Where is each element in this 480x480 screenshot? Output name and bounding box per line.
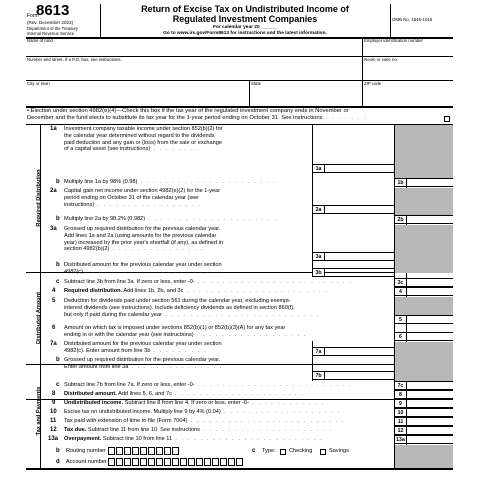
digit-cell[interactable] <box>148 447 155 455</box>
digit-cell[interactable] <box>172 458 179 466</box>
line-2b-letter: b <box>56 216 60 222</box>
line-1b-text: Multiply line 1a by 98% (0.98) . . . . . . . . . . . . . . . . . . . . . . <box>64 179 277 185</box>
form-number: 8613 <box>36 2 70 19</box>
line-1b-box-label: 1b <box>394 178 407 187</box>
city-field[interactable] <box>27 87 247 105</box>
room-field[interactable] <box>364 63 452 80</box>
digit-cell[interactable] <box>212 458 219 466</box>
line-7b-amount[interactable] <box>325 371 394 380</box>
line-3a-amount[interactable] <box>325 252 394 261</box>
line-2b-box-label: 2b <box>394 215 407 224</box>
election-checkbox[interactable] <box>444 116 450 122</box>
room-label: Room or suite no. <box>364 57 398 62</box>
digit-cell[interactable] <box>164 447 171 455</box>
line-6-number: 6 <box>52 325 56 331</box>
line-6-amount[interactable] <box>407 332 453 341</box>
line-7c-letter: c <box>56 382 60 388</box>
line-1b-amount[interactable] <box>407 178 453 187</box>
savings-checkbox[interactable] <box>320 449 326 455</box>
digit-cell[interactable] <box>140 458 147 466</box>
line-5-box-label: 5 <box>394 315 407 324</box>
line-3b-box-label: 3b <box>312 268 325 277</box>
agency: Internal Revenue Service <box>27 31 75 36</box>
form-title-line1: Return of Excise Tax on Undistributed Income of <box>141 4 349 14</box>
line-8-amount[interactable] <box>407 390 453 399</box>
line-7c-amount[interactable] <box>407 381 453 390</box>
line-12-text: Tax due. Subtract line 11 from line 10. See instructions . . . . . . . . . . . . . . . . . . . . . <box>64 427 333 433</box>
digit-cell[interactable] <box>108 458 115 466</box>
state-label: State <box>251 81 262 86</box>
line-10-text: Excise tax on undistributed income. Multiply line 9 by 4% (0.04) . . . . . . . . . . . . . . . . . . . <box>64 409 341 415</box>
line-3b-letter: b <box>56 262 60 268</box>
line-11-amount[interactable] <box>407 417 453 426</box>
line-7c-box-label: 7c <box>394 381 407 390</box>
line-1a-box-label: 1a <box>312 164 325 173</box>
line-3b-text: Distributed amount for the previous calendar year under section 4982(c) . . . . . . . . . . . . . . . . . . . . . . <box>64 262 222 275</box>
digit-cell[interactable] <box>132 447 139 455</box>
line-11-text: Tax paid with extension of time to file (Form 7004) . . . . . . . . . . . . . . . . . . . . . . . . . <box>64 418 346 424</box>
line-3a-text: Grossed up required distribution for the previous calendar year. Add lines 1a and 2a (using amounts for the previous calendar year) increased by the prior year's shortfall (if any), as defined in section 4982(b)(2) . . . . . . . . . . . . . . . <box>64 226 224 253</box>
line-10-number: 10 <box>50 409 57 415</box>
line-12-box-label: 12 <box>394 426 407 435</box>
form-label: Form <box>27 13 39 19</box>
line-13a-amount[interactable] <box>407 435 453 444</box>
ein-label: Employer identification number <box>364 38 423 43</box>
account-type-label: Type: <box>262 448 276 454</box>
digit-cell[interactable] <box>172 447 179 455</box>
line-9-number: 9 <box>52 400 56 406</box>
zip-field[interactable] <box>364 87 452 105</box>
election-line1: • Election under section 4982(e)(4)—Check this box if the tax year of the regulated investment company ends in November or <box>27 108 349 114</box>
line-4-number: 4 <box>52 288 56 294</box>
line-6-box-label: 6 <box>394 332 407 341</box>
line-5-amount[interactable] <box>407 315 453 324</box>
digit-cell[interactable] <box>124 458 131 466</box>
line-2b-amount[interactable] <box>407 215 453 224</box>
digit-cell[interactable] <box>156 447 163 455</box>
digit-cell[interactable] <box>196 458 203 466</box>
line-13c-letter: c <box>252 448 256 454</box>
omb-number: OMB No. 1545-1016 <box>392 17 433 22</box>
line-2a-number: 2a <box>50 188 57 194</box>
line-5-text: Deduction for dividends paid under section 561 during the calendar year, excluding exempt- interest dividends (see instructions). Include deficiency dividends as defined in section 860(f), but only if paid during the calendar year . . . . . . . . . . . . . . . . . . . . . . . . . <box>64 298 320 318</box>
state-field[interactable] <box>251 87 361 105</box>
account-number-label: Account number <box>66 459 107 465</box>
digit-cell[interactable] <box>188 458 195 466</box>
line-1b-letter: b <box>56 179 60 185</box>
digit-cell[interactable] <box>156 458 163 466</box>
line-2a-text: Capital gain net income under section 4982(e)(2) for the 1-year period ending on October 31 of the calendar year (see instructions) . . . . . . . . . . . . . . . . . <box>64 188 221 208</box>
city-label: City or town <box>27 81 50 86</box>
line-13b-letter: b <box>56 448 60 454</box>
digit-cell[interactable] <box>140 447 147 455</box>
line-7a-number: 7a <box>50 341 57 347</box>
line-13a-box-label: 13a <box>394 435 407 444</box>
line-10-box-label: 10 <box>394 408 407 417</box>
calendar-year: For calendar year 20 ______ <box>212 25 277 30</box>
line-6-text: Amount on which tax is imposed under sections 852(b)(1) or 852(b)(3)(A) for any tax year ending in or with the calendar year (see instructions) . . . . . . . . . . . . . . . . . . <box>64 325 308 338</box>
checking-checkbox[interactable] <box>280 449 286 455</box>
line-2a-box-label: 2a <box>312 205 325 214</box>
digit-cell[interactable] <box>132 458 139 466</box>
line-4-amount[interactable] <box>407 287 453 296</box>
routing-number-label: Routing number <box>66 448 106 454</box>
street-label: Number and street. If a P.O. box, see instructions. <box>27 57 122 62</box>
line-1a-text: Investment company taxable income under section 852(b)(2) for the calendar year determined without regard to the dividends paid deduction and any gain or (loss) from the sale or exchange of a capital asset (see instructions) . . . . . . . . <box>64 126 223 153</box>
line-2a-amount[interactable] <box>325 205 394 214</box>
line-9-text: Undistributed income. Subtract line 8 from line 4. If zero or less, enter -0- . . . . . . . . . . . . <box>64 400 325 406</box>
digit-cell[interactable] <box>124 447 131 455</box>
ein-field[interactable] <box>364 44 452 56</box>
line-7a-box-label: 7a <box>312 347 325 356</box>
line-13d-letter: d <box>56 459 60 465</box>
street-field[interactable] <box>27 63 361 80</box>
department: Department of the Treasury <box>27 26 78 31</box>
digit-cell[interactable] <box>220 458 227 466</box>
line-12-amount[interactable] <box>407 426 453 435</box>
line-3a-box-label: 3a <box>312 252 325 261</box>
digit-cell[interactable] <box>116 458 123 466</box>
fund-name-label: Name of fund <box>27 38 53 43</box>
revision-date: (Rev. December 2023) <box>27 20 74 25</box>
line-7b-text: Grossed up required distribution for the previous calendar year. Enter amount from line 3a . . . . . . . . . . . . . . . <box>64 357 223 370</box>
line-12-number: 12 <box>50 427 57 433</box>
line-10-amount[interactable] <box>407 408 453 417</box>
line-3c-box-label: 3c <box>394 278 407 287</box>
fund-name-field[interactable] <box>27 44 361 56</box>
line-11-number: 11 <box>50 418 57 424</box>
line-2b-text: Multiply line 2a by 98.2% (0.982) . . . . . . . . . . . . . . . . . . . . . <box>64 216 278 222</box>
line-3b-amount[interactable] <box>325 268 394 277</box>
section-label-required: Required Distribution <box>36 169 42 227</box>
digit-cell[interactable] <box>204 458 211 466</box>
digit-cell[interactable] <box>236 458 243 466</box>
instructions-link[interactable]: Go to www.irs.gov/Form8613 for instructions and the latest information. <box>163 31 327 36</box>
digit-cell[interactable] <box>228 458 235 466</box>
election-line2: December and the fund elects to substitute its tax year for the 1-year period ending on October 31. See instructions . . . . . . . <box>27 115 368 121</box>
line-7a-amount[interactable] <box>325 347 394 356</box>
savings-label: Savings <box>329 448 349 454</box>
digit-cell[interactable] <box>148 458 155 466</box>
section-label-distributed: Distributed Amount <box>36 292 42 344</box>
line-4-text: Required distribution. Add lines 1b, 2b, and 3c . . . . . . . . . . . . . . . . . . . . . . . <box>64 288 329 294</box>
line-3c-text: Subtract line 3b from line 3a. If zero or less, enter -0- . . . . . . . . . . . . . . . . . . . . . . . . . <box>64 279 353 285</box>
line-1a-number: 1a <box>50 126 57 132</box>
line-11-box-label: 11 <box>394 417 407 426</box>
line-7c-text: Subtract line 7b from line 7a. If zero or less, enter -0- . . . . . . . . . . . . . . . . . . . . . . . . . <box>64 382 353 388</box>
line-3c-amount[interactable] <box>407 278 453 287</box>
line-13a-text: Overpayment. Subtract line 10 from line 11 . . . . . . . . . . . . . . . . . . . . . . . . <box>64 436 324 442</box>
digit-cell[interactable] <box>180 458 187 466</box>
line-7a-text: Distributed amount for the previous calendar year under section 4982(c). Enter amount from line 3b . . . . . . . . . <box>64 341 222 354</box>
line-8-number: 8 <box>52 391 56 397</box>
digit-cell[interactable] <box>116 447 123 455</box>
digit-cell[interactable] <box>164 458 171 466</box>
line-9-amount[interactable] <box>407 399 453 408</box>
line-9-box-label: 9 <box>394 399 407 408</box>
section-label-tax: Tax and Payments <box>36 386 42 436</box>
line-8-text: Distributed amount. Add lines 5, 6, and 7c . . . . . . . . . . . . . . . . . . . . . <box>64 391 305 397</box>
line-3a-number: 3a <box>50 226 57 232</box>
line-5-number: 5 <box>52 298 56 304</box>
line-1a-amount[interactable] <box>325 164 394 173</box>
form-title-line2: Regulated Investment Companies <box>172 14 318 24</box>
line-7b-letter: b <box>56 357 60 363</box>
zip-label: ZIP code <box>364 81 382 86</box>
line-3c-letter: c <box>56 279 60 285</box>
checking-label: Checking <box>289 448 313 454</box>
line-13a-number: 13a <box>48 436 59 442</box>
line-4-box-label: 4 <box>394 287 407 296</box>
line-8-box-label: 8 <box>394 390 407 399</box>
digit-cell[interactable] <box>108 447 115 455</box>
line-7b-box-label: 7b <box>312 371 325 380</box>
